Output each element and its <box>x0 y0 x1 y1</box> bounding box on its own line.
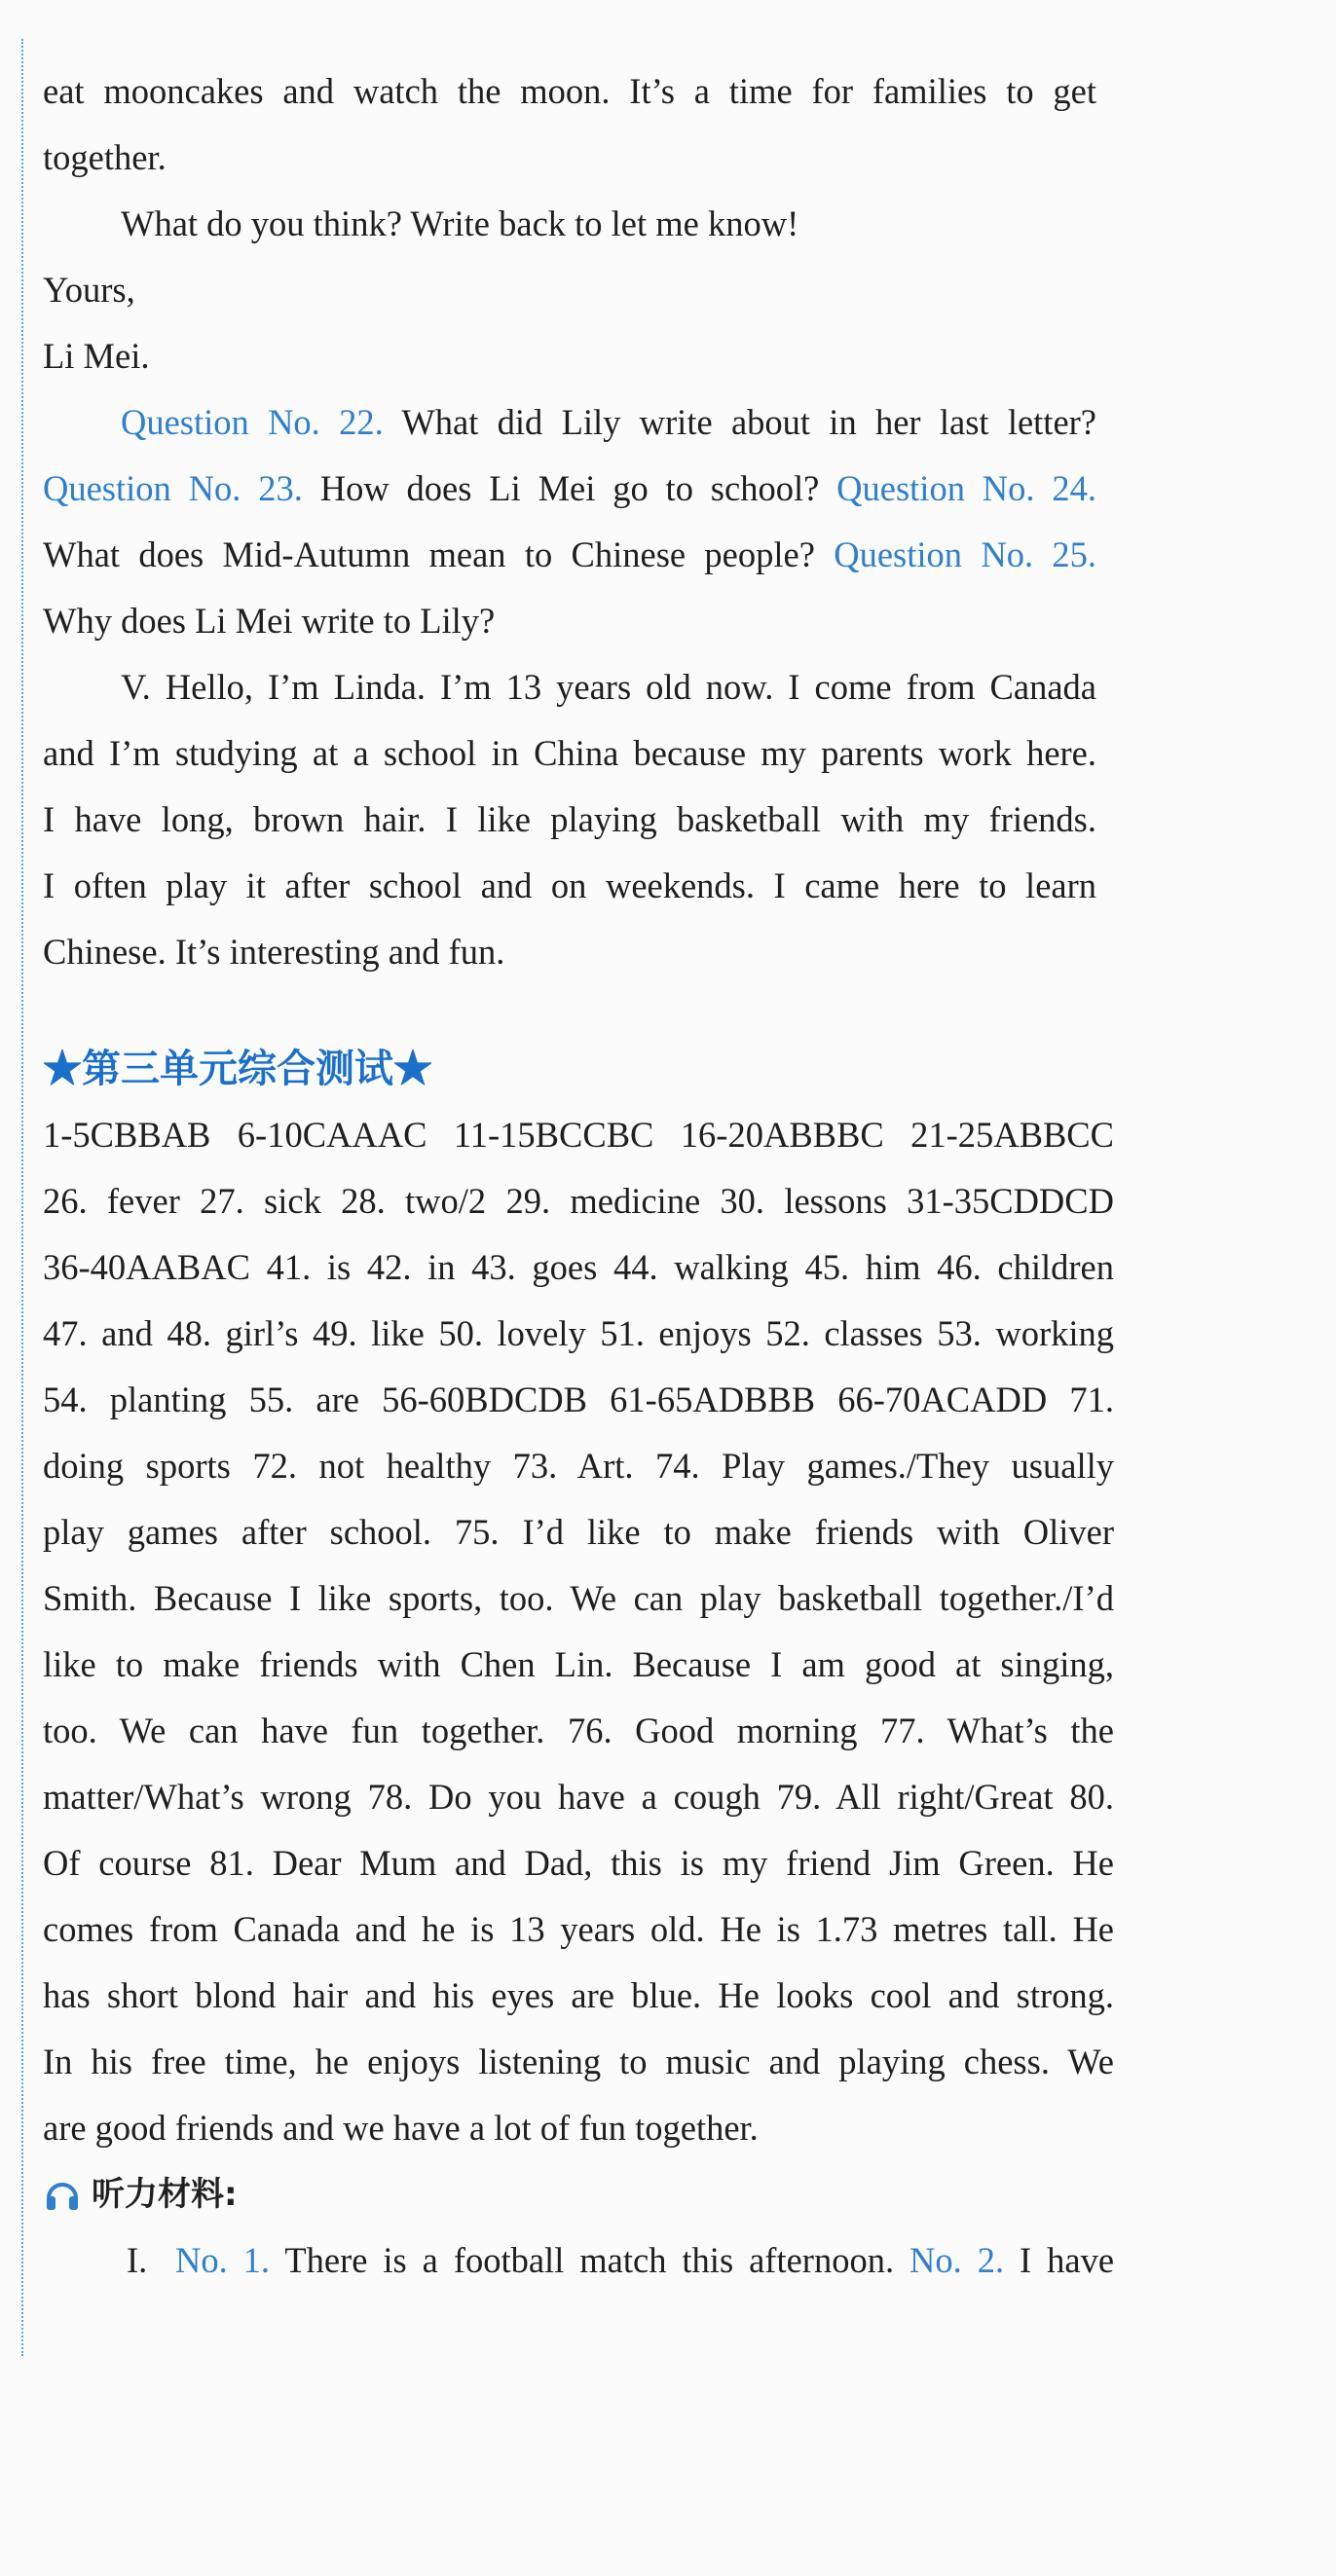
question-text: How does Li Mei go to school? <box>302 468 820 508</box>
question-line <box>43 389 1096 456</box>
section-v-line: I have long, brown hair. I like playing basketball with my friends. <box>43 799 1096 839</box>
question-text: What did Lily write about in her last letter? <box>383 402 1096 442</box>
answer-line: 26. fever 27. sick 28. two/2 29. medicine 30. lessons 31-35CDDCD <box>43 1181 1114 1221</box>
answer-line: comes from Canada and he is 13 years old. He is 1.73 metres tall. He <box>43 1909 1114 1949</box>
page-content <box>43 58 1115 2294</box>
margin-dotted-line <box>21 39 23 2356</box>
answer-line: like to make friends with Chen Lin. Because I am good at singing, <box>43 1644 1114 1684</box>
question-label: Question No. 24. <box>836 468 1097 508</box>
listening-line <box>43 2227 1114 2294</box>
answer-line: Of course 81. Dear Mum and Dad, this is my friend Jim Green. He <box>43 1843 1114 1883</box>
listening-heading <box>43 2161 1114 2227</box>
answer-line: play games after school. 75. I’d like to make friends with Oliver <box>43 1512 1114 1552</box>
headphones-icon <box>43 2175 82 2214</box>
listening-item-text: There is a football match this afternoon. <box>270 2240 910 2280</box>
answer-line: 47. and 48. girl’s 49. like 50. lovely 51. enjoys 52. classes 53. working <box>43 1313 1114 1353</box>
section-v-line: and I’m studying at a school in China because my parents work here. <box>43 733 1096 773</box>
unit-test-title: ★第三单元综合测试★ <box>43 1046 432 1091</box>
answer-line: 36-40AABAC 41. is 42. in 43. goes 44. walking 45. him 46. children <box>43 1247 1114 1287</box>
answer-line: too. We can have fun together. 76. Good morning 77. What’s the <box>43 1711 1114 1750</box>
question-text: What does Mid-Autumn mean to Chinese people? <box>43 534 815 574</box>
listening-heading-text: 听力材料: <box>92 2175 238 2214</box>
answer-line: matter/What’s wrong 78. Do you have a cough 79. All right/Great 80. <box>43 1777 1114 1817</box>
answer-line: 1-5CBBAB 6-10CAAAC 11-15BCCBC 16-20ABBBC 21-25ABBCC <box>43 1115 1114 1155</box>
section-v-line: I often play it after school and on weekends. I came here to learn <box>43 865 1096 905</box>
answer-key <box>43 1102 1114 2294</box>
answer-line: Smith. Because I like sports, too. We can play basketball together./I’d <box>43 1578 1114 1618</box>
letter-line: eat mooncakes and watch the moon. It’s a time for families to get <box>43 71 1096 111</box>
question-line <box>43 456 1096 522</box>
letter-paragraph: What do you think? Write back to let me know! <box>121 203 799 243</box>
spacer <box>43 985 1096 1036</box>
answer-line: 54. planting 55. are 56-60BDCDB 61-65ADBBB 66-70ACADD 71. <box>43 1380 1114 1419</box>
letter-closing: Yours, <box>43 270 135 310</box>
answer-line: has short blond hair and his eyes are blue. He looks cool and strong. <box>43 1975 1114 2015</box>
answer-line: doing sports 72. not healthy 73. Art. 74. Play games./They usually <box>43 1446 1114 1486</box>
section-v-line: Chinese. It’s interesting and fun. <box>43 932 505 972</box>
letter-line: together. <box>43 137 167 177</box>
question-line <box>43 588 1096 654</box>
listening-item-label: No. 1. <box>175 2240 271 2280</box>
roman-numeral: I. <box>127 2240 148 2280</box>
question-label: Question No. 22. <box>121 402 384 442</box>
question-line <box>43 522 1096 588</box>
answer-line: are good friends and we have a lot of fun together. <box>43 2108 759 2148</box>
section-v-line: V. Hello, I’m Linda. I’m 13 years old now. I come from Canada <box>121 667 1096 707</box>
letter-signature: Li Mei. <box>43 336 150 376</box>
question-label: Question No. 23. <box>43 468 303 508</box>
question-label: Question No. 25. <box>834 534 1097 574</box>
question-text: Why does Li Mei write to Lily? <box>43 601 496 641</box>
listening-item-label: No. 2. <box>909 2240 1005 2280</box>
listening-item-text: I have <box>1004 2240 1115 2280</box>
answer-line: In his free time, he enjoys listening to music and playing chess. We <box>43 2042 1114 2081</box>
